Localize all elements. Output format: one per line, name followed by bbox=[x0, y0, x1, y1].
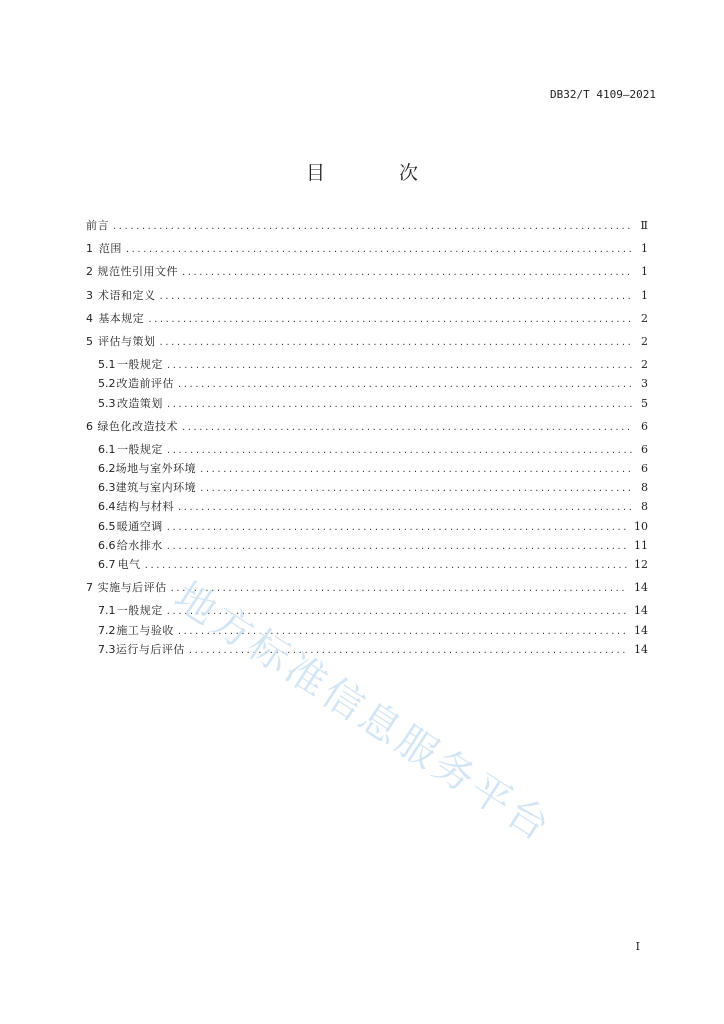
watermark: 地方标准信息服务平台 bbox=[166, 573, 561, 852]
toc-entry-label: 一般规定 bbox=[116, 358, 163, 372]
toc-entry-number: 7.2 bbox=[98, 623, 116, 637]
toc-entry-number: 6.3 bbox=[98, 481, 116, 495]
toc-entry[interactable] bbox=[86, 440, 648, 459]
toc-entry-label: 场地与室外环境 bbox=[115, 462, 197, 476]
toc-entry[interactable] bbox=[86, 417, 648, 436]
toc-entry-page: 14 bbox=[634, 642, 648, 656]
toc-entry-page: 14 bbox=[634, 581, 648, 595]
toc-dot-leader bbox=[148, 310, 632, 329]
toc-entry-label: 改造策划 bbox=[116, 396, 163, 410]
toc-entry-label: 范围 bbox=[98, 242, 122, 256]
toc-entry-number: 3 bbox=[86, 288, 93, 302]
toc-entry[interactable] bbox=[86, 555, 648, 574]
toc-entry-number: 5.2 bbox=[98, 377, 116, 391]
toc-entry-page: 6 bbox=[641, 419, 648, 433]
toc-entry-page: 6 bbox=[641, 462, 648, 476]
toc-entry-page: 2 bbox=[641, 334, 648, 348]
toc-entry[interactable] bbox=[86, 517, 648, 536]
toc-entry-page: 2 bbox=[641, 311, 648, 325]
toc-entry-label: 实施与后评估 bbox=[97, 581, 167, 595]
toc-entry[interactable] bbox=[86, 394, 648, 413]
standard-code: DB32/T 4109—2021 bbox=[550, 88, 656, 101]
toc-entry-page: 1 bbox=[641, 242, 648, 256]
toc-entry-number: 4 bbox=[86, 311, 93, 325]
toc-entry-page: 12 bbox=[634, 558, 648, 571]
toc-entry-label: 一般规定 bbox=[116, 604, 163, 618]
toc-dot-leader bbox=[200, 460, 632, 479]
toc-entry-label: 运行与后评估 bbox=[115, 642, 185, 656]
toc-dot-leader bbox=[178, 498, 632, 517]
toc-entry-page: 14 bbox=[634, 623, 648, 637]
toc-entry-number: 6.4 bbox=[98, 500, 116, 514]
toc-entry-label: 结构与材料 bbox=[116, 500, 174, 514]
toc-entry-number: 1 bbox=[86, 242, 93, 256]
toc-entry-number: 6.5 bbox=[98, 519, 116, 533]
toc-entry-label: 建筑与室内环境 bbox=[115, 481, 197, 495]
toc-entry-page: 6 bbox=[641, 442, 648, 456]
toc-entry[interactable] bbox=[86, 497, 648, 516]
toc-entry[interactable] bbox=[86, 640, 648, 659]
toc-entry[interactable] bbox=[86, 536, 648, 555]
toc-entry-page: 11 bbox=[634, 538, 648, 552]
toc-entry[interactable] bbox=[86, 216, 648, 235]
toc-entry-page: 8 bbox=[641, 481, 648, 495]
toc-dot-leader bbox=[167, 537, 628, 556]
toc-dot-leader bbox=[167, 356, 632, 375]
toc-dot-leader bbox=[160, 287, 632, 306]
toc-entry[interactable] bbox=[86, 478, 648, 497]
toc-entry-page: 10 bbox=[634, 519, 648, 533]
toc-entry-number: 5.1 bbox=[98, 358, 116, 372]
toc-dot-leader bbox=[145, 556, 628, 575]
toc-entry-label: 规范性引用文件 bbox=[97, 265, 178, 279]
toc-entry-label: 一般规定 bbox=[116, 442, 163, 456]
toc-entry-label: 施工与验收 bbox=[116, 623, 174, 637]
toc-entry-label: 暖通空调 bbox=[116, 519, 163, 533]
toc-entry[interactable] bbox=[86, 621, 648, 640]
toc-entry-number: 6.1 bbox=[98, 442, 116, 456]
toc-entry[interactable] bbox=[86, 355, 648, 374]
toc-entry-page: 1 bbox=[641, 288, 648, 302]
toc-entry-page: 2 bbox=[641, 358, 648, 372]
toc-entry-page: Ⅱ bbox=[640, 219, 648, 232]
toc-entry-label: 电气 bbox=[117, 558, 141, 571]
table-of-contents bbox=[86, 216, 648, 659]
toc-entry-page: 5 bbox=[641, 396, 648, 410]
toc-entry-label: 改造前评估 bbox=[116, 377, 174, 391]
toc-entry-number: 6.2 bbox=[98, 462, 116, 476]
toc-dot-leader bbox=[200, 479, 632, 498]
toc-entry-page: 14 bbox=[634, 604, 648, 618]
toc-dot-leader bbox=[182, 263, 632, 282]
toc-entry[interactable] bbox=[86, 374, 648, 393]
page-title: 目 次 bbox=[305, 162, 453, 184]
toc-entry[interactable] bbox=[86, 286, 648, 305]
toc-dot-leader bbox=[126, 240, 632, 259]
toc-entry-number: 6 bbox=[86, 419, 93, 433]
toc-entry-page: 3 bbox=[641, 377, 648, 391]
toc-entry-page: 1 bbox=[641, 265, 648, 279]
toc-entry-label: 前言 bbox=[86, 219, 109, 232]
toc-entry-number: 5.3 bbox=[98, 396, 116, 410]
page-number: I bbox=[635, 940, 640, 953]
toc-entry-label: 给水排水 bbox=[116, 538, 163, 552]
toc-entry-label: 绿色化改造技术 bbox=[97, 419, 178, 433]
toc-entry-number: 7.1 bbox=[98, 604, 116, 618]
toc-entry-number: 2 bbox=[86, 265, 93, 279]
toc-entry-number: 5 bbox=[86, 334, 93, 348]
toc-entry[interactable] bbox=[86, 459, 648, 478]
toc-entry[interactable] bbox=[86, 239, 648, 258]
toc-entry-label: 评估与策划 bbox=[98, 334, 156, 348]
toc-dot-leader bbox=[167, 395, 632, 414]
toc-entry-number: 6.6 bbox=[98, 538, 116, 552]
toc-entry-label: 基本规定 bbox=[98, 311, 145, 325]
toc-dot-leader bbox=[178, 375, 632, 394]
toc-dot-leader bbox=[167, 441, 632, 460]
toc-entry[interactable] bbox=[86, 309, 648, 328]
toc-entry-number: 7.3 bbox=[98, 642, 116, 656]
toc-entry[interactable] bbox=[86, 332, 648, 351]
toc-entry[interactable] bbox=[86, 578, 648, 597]
toc-dot-leader bbox=[167, 518, 628, 537]
toc-entry-page: 8 bbox=[641, 500, 648, 514]
toc-dot-leader bbox=[160, 333, 632, 352]
toc-entry-number: 6.7 bbox=[98, 558, 116, 571]
toc-entry-label: 术语和定义 bbox=[98, 288, 156, 302]
toc-dot-leader bbox=[182, 418, 632, 437]
toc-entry-number: 7 bbox=[86, 581, 93, 595]
toc-dot-leader bbox=[113, 217, 632, 236]
toc-entry[interactable] bbox=[86, 262, 648, 281]
